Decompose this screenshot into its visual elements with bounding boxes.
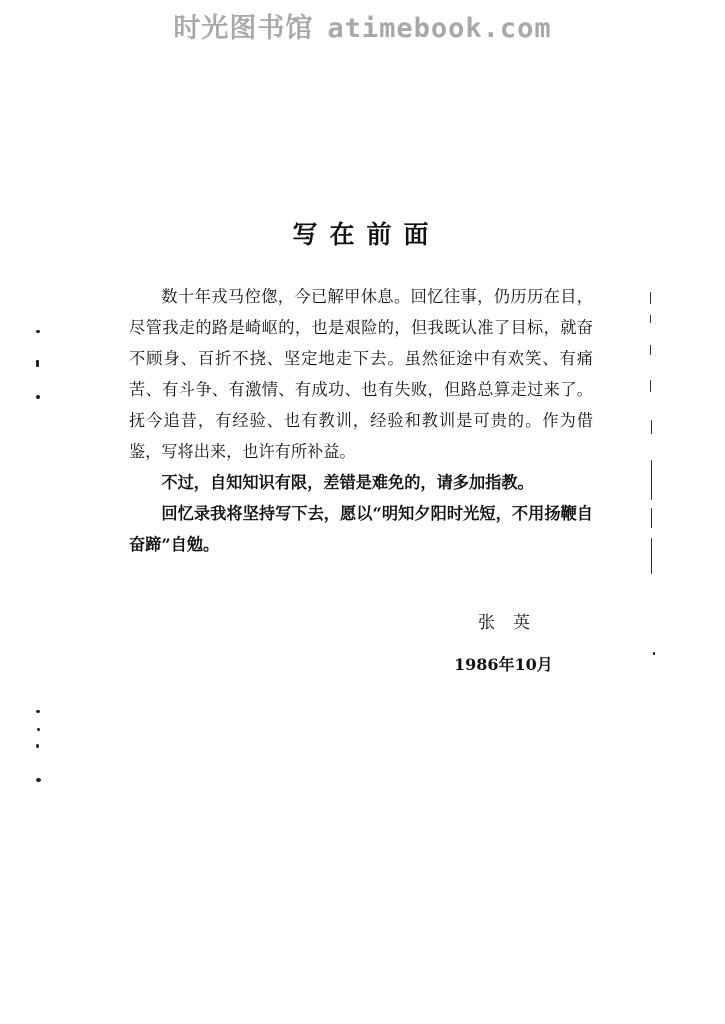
scan-speck [37, 728, 40, 731]
paragraph-3: 回忆录我将坚持写下去，愿以“明知夕阳时光短，不用扬鞭自奋蹄”自勉。 [129, 504, 593, 554]
scan-speck [36, 710, 40, 713]
scan-bar [650, 345, 651, 355]
scan-speck [36, 744, 39, 748]
scan-bar [651, 460, 652, 500]
scan-bar [650, 380, 651, 392]
signature-date: 1986年10月 [454, 655, 553, 674]
body-text [129, 281, 593, 560]
scan-speck [36, 330, 40, 333]
paragraph-2: 不过，自知知识有限，差错是难免的，请多加指教。 [161, 473, 534, 492]
watermark-domain: atimebook.com [327, 13, 552, 44]
scan-bar [653, 652, 655, 655]
scan-bar [651, 538, 652, 574]
scan-speck [36, 395, 40, 399]
scan-speck [36, 360, 39, 367]
author-signature: 张英 [478, 613, 548, 633]
scan-bar [651, 420, 652, 434]
paragraph-1: 数十年戎马倥偬，今已解甲休息。回忆往事，仍历历在目，尽管我走的路是崎岖的，也是艰险的，但我既认准了目标，就奋不顾身、百折不挠、坚定地走下去。虽然征途中有欢笑、有痛苦、有斗争、有激情、有成功、也有失败，但路总算走过来了。抚今追昔，有经验、也有教训，经验和教训是可贵的。作为借鉴，写将出来，也许有所补益。 [129, 287, 593, 461]
watermark [0, 6, 725, 45]
watermark-chinese: 时光图书馆 [173, 13, 314, 44]
scan-bar [650, 292, 651, 304]
scan-bar [651, 508, 652, 528]
scan-bar [650, 315, 651, 323]
page-title: 写在前面 [292, 220, 441, 249]
scan-speck [36, 778, 41, 782]
